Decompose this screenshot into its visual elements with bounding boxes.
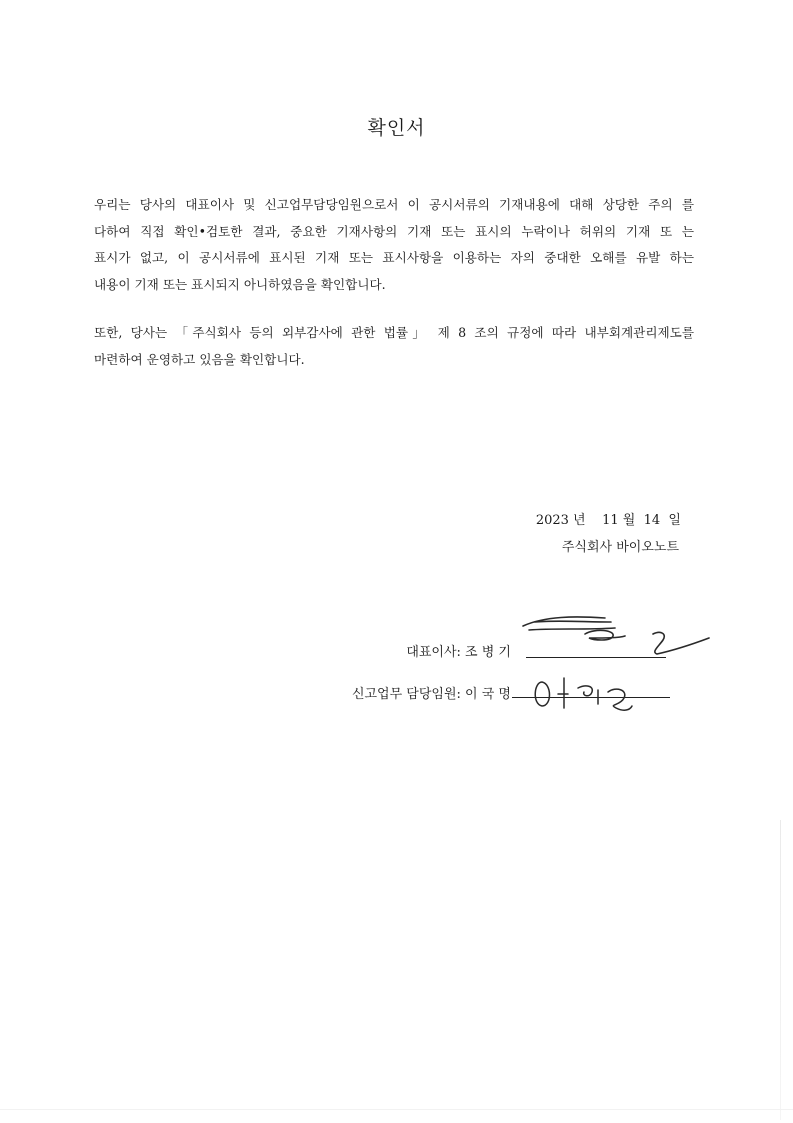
- document-title: 확인서: [367, 117, 426, 139]
- paragraph-line: 마련하여 운영하고 있음을 확인합니다.: [94, 351, 305, 367]
- paragraph-line: 또한, 당사는 「주식회사 등의 외부감사에 관한 법률」 제 8 조의 규정에 따라 내부회계관리제도를: [94, 325, 694, 340]
- ceo-handwritten-signature: [515, 608, 715, 668]
- confirmation-paragraph: [94, 192, 694, 298]
- officer-handwritten-signature: [512, 670, 642, 718]
- internal-control-paragraph: [94, 320, 694, 373]
- scan-bottom-mark: [0, 1109, 793, 1110]
- paragraph-line: 다하여 직접 확인•검토한 결과, 중요한 기재사항의 기재 또는 표시의 누락이나 허위의 기재 또 는: [94, 223, 694, 239]
- officer-signature-label: 신고업무 담당임원: 이 국 명: [351, 687, 511, 702]
- paragraph-line: 우리는 당사의 대표이사 및 신고업무담당임원으로서 이 공시서류의 기재내용에 대해 상당한 주의 를: [94, 197, 694, 212]
- scan-edge-mark: [780, 820, 781, 1120]
- paragraph-line: 표시가 없고, 이 공시서류에 표시된 기재 또는 표시사항을 이용하는 자의 중대한 오해를 유발 하는: [94, 250, 694, 265]
- company-name: 주식회사 바이오노트: [561, 540, 679, 555]
- paragraph-line: 내용이 기재 또는 표시되지 아니하였음을 확인합니다.: [94, 276, 386, 292]
- ceo-signature-label: 대표이사: 조 병 기: [406, 645, 511, 660]
- document-date: 2023 년 11 월 14 일: [535, 513, 681, 528]
